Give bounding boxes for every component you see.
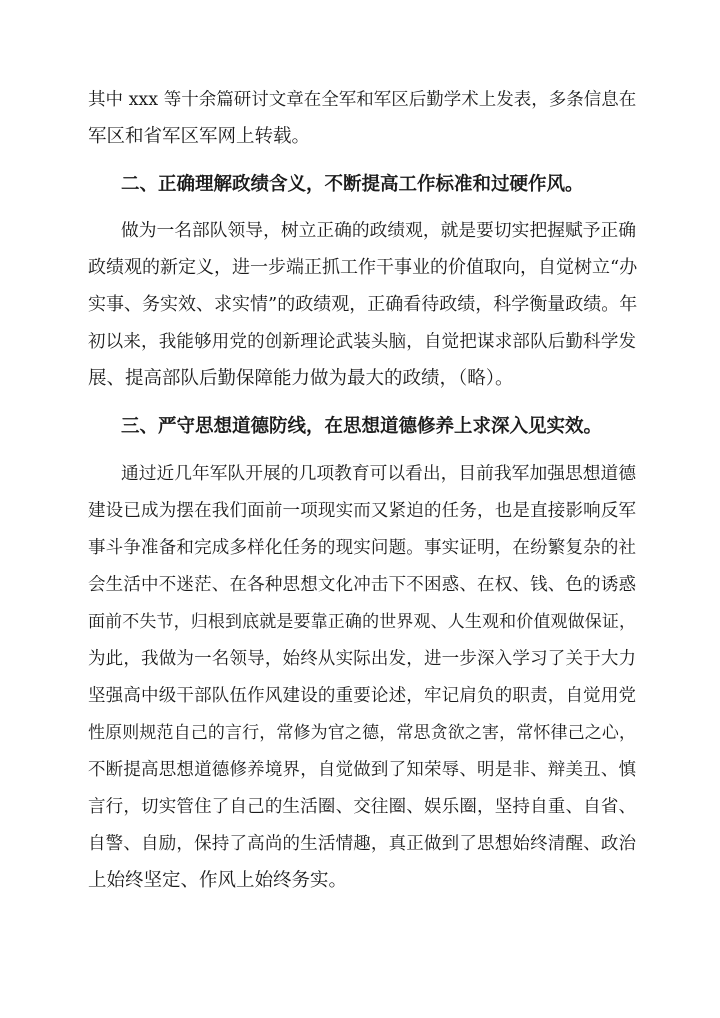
paragraph-3-line-12: 上始终坚定、作风上始终务实。	[88, 870, 348, 891]
paragraph-2-line-1: 做为一名部队领导，树立正确的政绩观，就是要切实把握赋予正确	[121, 221, 636, 241]
paragraph-3-line-11: 自警、自励，保持了高尚的生活情趣，真正做到了思想始终清醒、政治	[88, 834, 636, 854]
paragraph-1-line-1: 其中 xxx 等十余篇研讨文章在全军和军区后勤学术上发表，多条信息在	[88, 90, 637, 110]
paragraph-2-line-3: 实事、务实效、求实情”的政绩观，正确看待政绩，科学衡量政绩。年	[88, 294, 638, 315]
paragraph-3-line-3: 事斗争准备和完成多样化任务的现实问题。事实证明，在纷繁复杂的社	[88, 538, 636, 558]
paragraph-2-line-2: 政绩观的新定义，进一步端正抓工作干事业的价值取向，自觉树立“办	[88, 257, 638, 278]
paragraph-3-line-2: 建设已成为摆在我们面前一项现实而又紧迫的任务，也是直接影响反军	[88, 501, 636, 521]
paragraph-3-line-6: 为此，我做为一名领导，始终从实际出发，进一步深入学习了关于大力	[88, 649, 636, 669]
paragraph-3-line-10: 言行，切实管住了自己的生活圈、交往圈、娱乐圈，坚持自重、自省、	[88, 797, 636, 817]
section-heading-2: 二、正确理解政绩含义，不断提高工作标准和过硬作风。	[121, 174, 584, 195]
paragraph-3-line-4: 会生活中不迷茫、在各种思想文化冲击下不困惑、在权、钱、色的诱惑	[88, 575, 636, 595]
paragraph-1-line-2: 军区和省军区军网上转载。	[88, 126, 311, 147]
paragraph-3-line-5: 面前不失节，归根到底就是要靠正确的世界观、人生观和价值观做保证，	[88, 612, 636, 632]
section-heading-3: 三、严守思想道德防线，在思想道德修养上求深入见实效。	[121, 416, 603, 437]
paragraph-3-line-7: 坚强高中级干部队伍作风建设的重要论述，牢记肩负的职责，自觉用党	[88, 686, 636, 706]
paragraph-2-line-4: 初以来，我能够用党的创新理论武装头脑，自觉把谋求部队后勤科学发	[88, 332, 636, 352]
paragraph-2-line-5: 展、提高部队后勤保障能力做为最大的政绩，（略）。	[88, 368, 514, 389]
paragraph-3-line-8: 性原则规范自己的言行，常修为官之德，常思贪欲之害，常怀律己之心，	[88, 723, 636, 743]
paragraph-3-line-1: 通过近几年军队开展的几项教育可以看出，目前我军加强思想道德	[121, 464, 636, 484]
paragraph-3-line-9: 不断提高思想道德修养境界，自觉做到了知荣辱、明是非、辩美丑、慎	[88, 760, 636, 780]
